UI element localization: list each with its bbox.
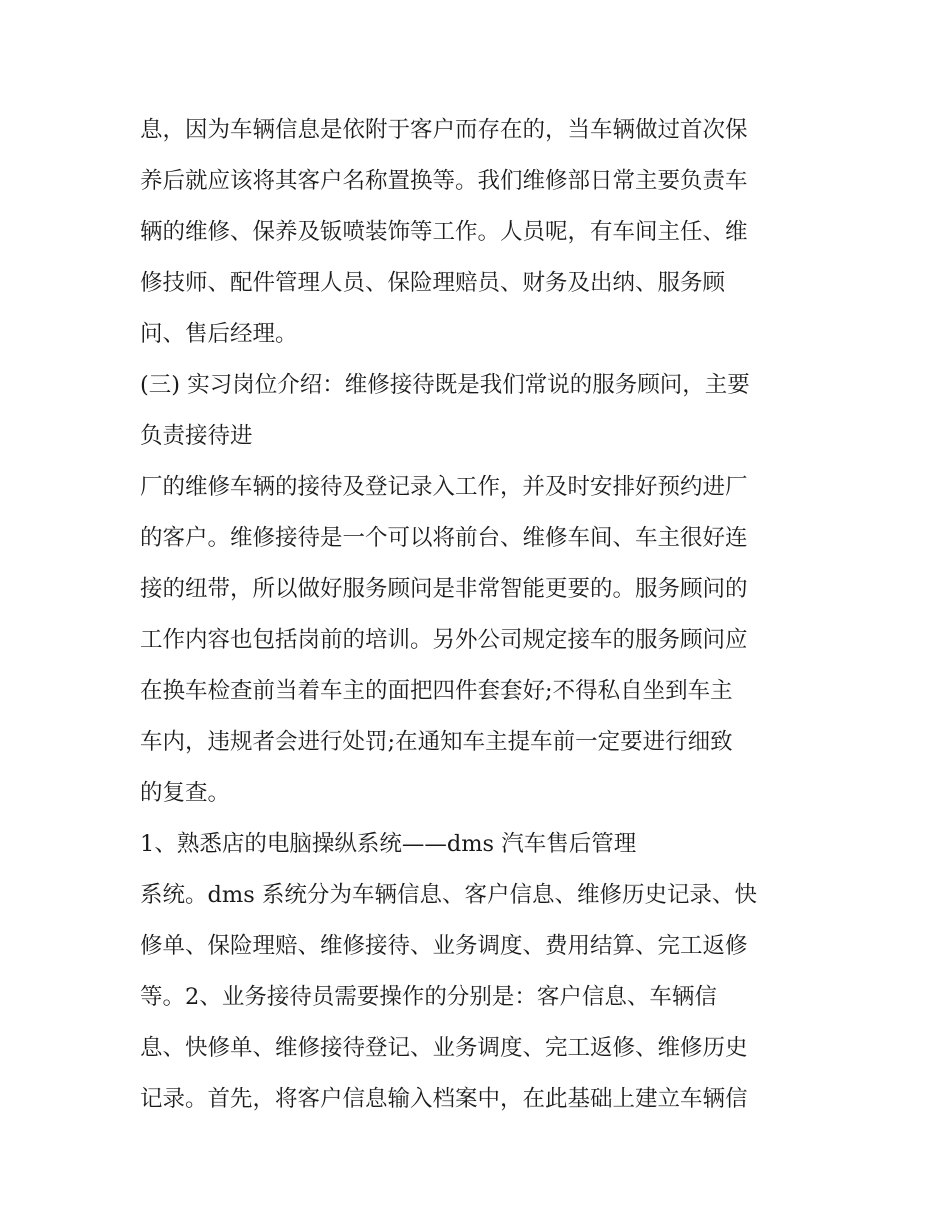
text-line: 的客户。维修接待是一个可以将前台、维修车间、车主很好连 [140,525,748,551]
text-line: 系统。dms 系统分为车辆信息、客户信息、维修历史记录、快 [140,882,757,908]
text-line: 修技师、配件管理人员、保险理赔员、财务及出纳、服务顾 [140,270,726,296]
text-line: 记录。首先，将客户信息输入档案中，在此基础上建立车辆信 [140,1086,748,1112]
text-line: 问、售后经理。 [140,321,298,347]
text-line: 1、熟悉店的电脑操纵系统——dms 汽车售后管理 [140,831,637,857]
text-line: 息，因为车辆信息是依附于客户而存在的，当车辆做过首次保 [140,117,748,143]
document-body [140,105,830,1125]
text-line: 修单、保险理赔、维修接待、业务调度、费用结算、完工返修 [140,933,748,959]
text-line: 车内，违规者会进行处罚;在通知车主提车前一定要进行细致 [140,729,733,755]
text-line: 等。2、业务接待员需要操作的分别是：客户信息、车辆信 [140,984,717,1010]
text-line: 息、快修单、维修接待登记、业务调度、完工返修、维修历史 [140,1035,748,1061]
text-line: 在换车检查前当着车主的面把四件套套好;不得私自坐到车主 [140,678,733,704]
text-line: 养后就应该将其客户名称置换等。我们维修部日常主要负责车 [140,168,748,194]
text-line: 负责接待进 [140,423,253,449]
text-line: 接的纽带，所以做好服务顾问是非常智能更要的。服务顾问的 [140,576,748,602]
text-line: (三) 实习岗位介绍：维修接待既是我们常说的服务顾问，主要 [140,372,750,398]
text-line: 的复查。 [140,780,231,806]
text-line: 辆的维修、保养及钣喷装饰等工作。人员呢，有车间主任、维 [140,219,748,245]
text-line: 工作内容也包括岗前的培训。另外公司规定接车的服务顾问应 [140,627,748,653]
text-line: 厂的维修车辆的接待及登记录入工作，并及时安排好预约进厂 [140,474,748,500]
